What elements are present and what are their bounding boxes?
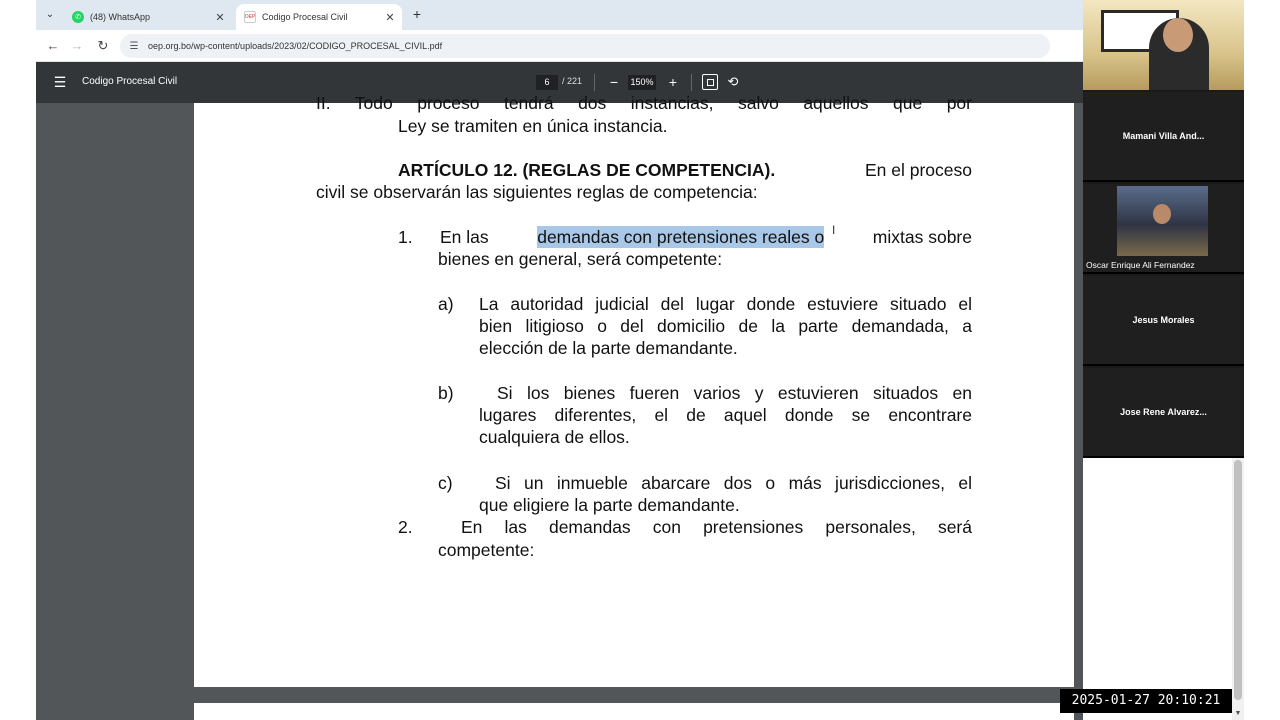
participant-tile[interactable] (1083, 92, 1244, 182)
forward-arrow-icon[interactable]: → (70, 38, 84, 53)
text-selection-highlight: demandas con pretensiones reales o (537, 227, 825, 247)
doc-line: En las demandas con pretensiones personales, será (461, 517, 972, 537)
left-margin (0, 0, 36, 720)
text-cursor-icon: I (832, 223, 836, 237)
participant-tile[interactable] (1083, 368, 1244, 458)
doc-line: cualquiera de ellos. (479, 427, 630, 447)
doc-text: En el proceso (864, 160, 972, 180)
article-heading: ARTÍCULO 12. (REGLAS DE COMPETENCIA). (398, 160, 776, 180)
camera-feed-face (1163, 18, 1193, 52)
list-label: a) (438, 294, 454, 314)
page-total: / 221 (562, 76, 583, 86)
page-number-input[interactable]: 6 (536, 75, 558, 90)
list-number: 1. (398, 227, 413, 247)
article-12-heading-line (398, 159, 972, 181)
whatsapp-icon: ✆ (72, 11, 84, 23)
participant-name: Mamani Villa And... (1122, 131, 1205, 141)
doc-line: La autoridad judicial del lugar donde estuviere situado el (479, 294, 972, 314)
pdf-next-page (194, 703, 1074, 720)
doc-line: II. Todo proceso tendrá dos instancias, salvo aquellos que por (316, 93, 972, 113)
tab-label: Codigo Procesal Civil (262, 12, 348, 22)
zoom-in-icon[interactable]: + (668, 74, 678, 90)
list-number: 2. (398, 517, 413, 537)
participant-video-tile[interactable] (1083, 0, 1244, 90)
url-text: oep.org.bo/wp-content/uploads/2023/02/CODIGO_PROCESAL_CIVIL.pdf (148, 41, 443, 51)
doc-line: competente: (438, 540, 535, 560)
participant-tile[interactable] (1083, 276, 1244, 366)
recording-timestamp: 2025-01-27 20:10:21 (1060, 689, 1232, 713)
divider (691, 74, 692, 91)
pdf-page (194, 93, 1074, 687)
right-margin (1244, 0, 1280, 720)
doc-line: bien litigioso o del domicilio de la parte demandada, a (479, 316, 972, 336)
close-icon[interactable]: ✕ (385, 11, 395, 24)
participant-name: Jesus Morales (1132, 315, 1195, 325)
hamburger-menu-icon[interactable]: ☰ (53, 74, 67, 90)
pdf-title: Codigo Procesal Civil (82, 76, 178, 87)
close-icon[interactable]: ✕ (215, 11, 225, 24)
pdf-viewport[interactable] (36, 93, 1083, 720)
back-arrow-icon[interactable]: ← (46, 38, 60, 53)
rotate-icon[interactable]: ⟲ (727, 74, 739, 89)
tab-whatsapp[interactable] (64, 4, 232, 30)
scrollbar[interactable] (1232, 458, 1244, 720)
tab-search-chevron-icon[interactable]: ⌄ (45, 9, 55, 20)
fit-to-page-icon[interactable] (702, 74, 718, 90)
scrollbar-thumb[interactable] (1234, 460, 1242, 700)
doc-line: lugares diferentes, el de aquel donde se encontrare (479, 405, 972, 425)
tab-label: (48) WhatsApp (90, 12, 151, 22)
list-label: b) (438, 383, 454, 403)
zoom-out-icon[interactable]: − (609, 74, 619, 90)
reload-icon[interactable]: ↻ (97, 38, 109, 53)
site-settings-icon[interactable]: ☰ (129, 40, 139, 52)
doc-line: que eligiere la parte demandante. (479, 495, 740, 515)
participant-name: Oscar Enrique Ali Fernandez (1086, 260, 1195, 270)
doc-line: bienes en general, será competente: (438, 249, 723, 269)
divider (594, 74, 595, 91)
list-label: c) (438, 473, 453, 493)
participant-photo (1117, 186, 1208, 256)
participant-tile[interactable] (1083, 184, 1244, 274)
doc-line: Si un inmueble abarcare dos o más jurisdicciones, el (495, 473, 972, 493)
new-tab-button[interactable]: + (412, 6, 422, 22)
browser-toolbar (36, 30, 1083, 62)
zoom-level-input[interactable]: 150% (628, 75, 656, 90)
scroll-down-arrow-icon[interactable]: ▼ (1234, 710, 1242, 717)
doc-line: elección de la parte demandante. (479, 338, 738, 358)
address-bar[interactable] (120, 34, 1050, 58)
doc-line (440, 226, 972, 248)
doc-line: Ley se tramiten en única instancia. (398, 116, 668, 136)
doc-text: En las (440, 227, 489, 247)
oep-favicon: OEP (244, 11, 256, 23)
doc-line: Si los bienes fueren varios y estuvieren situados en (497, 383, 972, 403)
doc-text: mixtas sobre (872, 227, 972, 247)
doc-line: civil se observarán las siguientes reglas de competencia: (316, 182, 758, 202)
video-call-panel (1083, 0, 1244, 458)
participant-name: Jose Rene Alvarez... (1120, 407, 1207, 417)
tab-codigo-procesal-civil[interactable] (236, 4, 402, 30)
